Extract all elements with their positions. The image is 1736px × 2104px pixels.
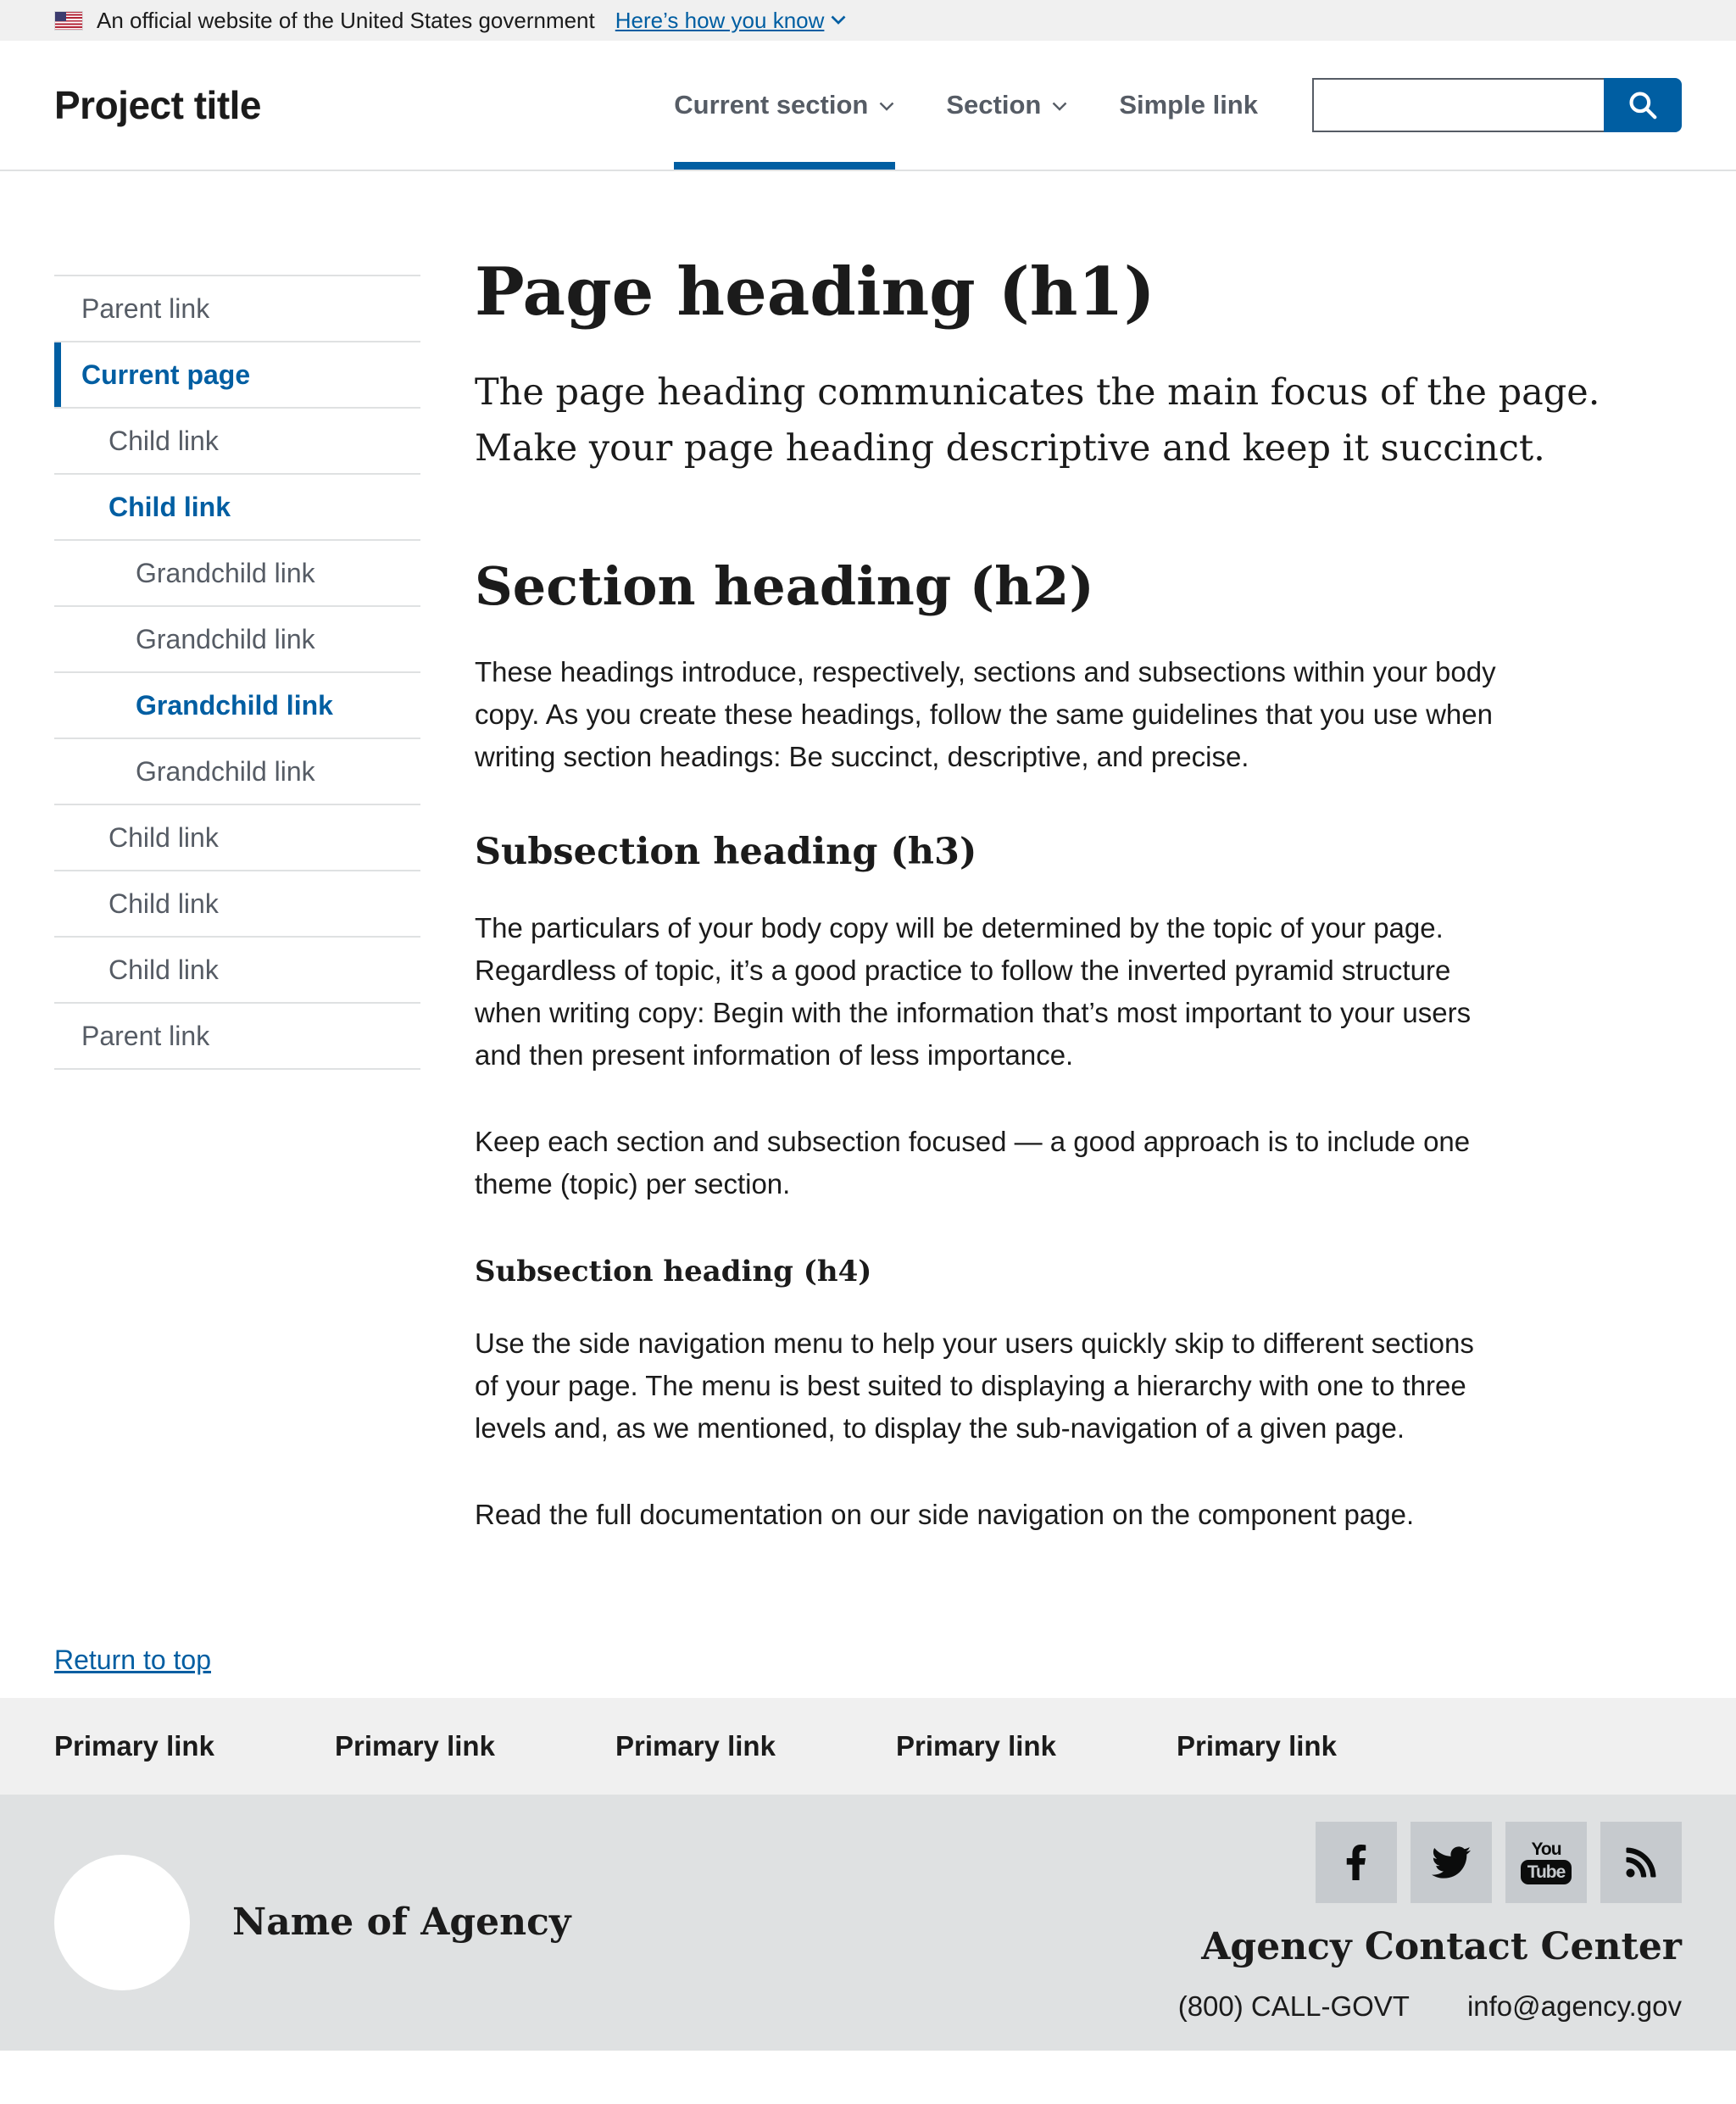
sidenav-link-child[interactable]: Child link <box>108 822 219 853</box>
sidenav-link-child[interactable]: Child link <box>108 955 219 985</box>
footer-primary-link[interactable]: Primary link <box>54 1729 214 1762</box>
agency-identity <box>54 1855 570 1990</box>
search-button[interactable] <box>1604 78 1682 132</box>
page-heading: Page heading (h1) <box>475 253 1155 331</box>
h3-paragraph-1: The particulars of your body copy will be determined by the topic of your page. Regardless of topic, it’s a good practice to follow the inverted pyramid structure when writing copy: Begin with the information that’s most important to your users and then present information of less importance. <box>475 911 1472 1071</box>
sidenav-item <box>54 475 420 541</box>
banner-how-you-know-link[interactable] <box>615 8 847 34</box>
footer-contact-block <box>1178 1822 1682 2023</box>
sidenav-link-current-page[interactable]: Current page <box>54 342 420 407</box>
sidenav-item <box>54 541 420 607</box>
nav-item-section[interactable] <box>946 41 1068 170</box>
contact-center-heading: Agency Contact Center <box>1201 1925 1682 1969</box>
footer-primary-link[interactable]: Primary link <box>1177 1729 1337 1762</box>
agency-name: Name of Agency <box>232 1901 571 1945</box>
rss-icon[interactable] <box>1600 1822 1682 1903</box>
sidenav-link-child[interactable]: Child link <box>108 426 219 456</box>
sidenav-item <box>54 673 420 739</box>
nav-item-label: Simple link <box>1119 90 1258 120</box>
nav-item-current-section[interactable] <box>674 41 895 170</box>
return-to-top-link[interactable]: Return to top <box>54 1644 211 1675</box>
sidenav-link-grandchild-active[interactable]: Grandchild link <box>136 690 333 721</box>
side-navigation <box>54 275 420 1070</box>
footer-primary-nav <box>0 1698 1736 1795</box>
site-header <box>0 41 1736 171</box>
sidenav-item <box>54 739 420 805</box>
sidenav-item <box>54 342 420 409</box>
contact-info <box>1178 1990 1682 2023</box>
h4-paragraph-1: Use the side navigation menu to help your users quickly skip to different sections of your page. The menu is best suited to displaying a hierarchy with one to three levels and, as we mentioned, to display the sub-navigation of a given page. <box>475 1327 1474 1444</box>
primary-nav <box>674 41 1258 170</box>
site-footer <box>0 1698 1736 2051</box>
subsection-heading-h3: Subsection heading (h3) <box>475 830 977 873</box>
subsection-heading-h4: Subsection heading (h4) <box>475 1254 872 1289</box>
sidenav-item <box>54 805 420 871</box>
sidenav-item <box>54 1004 420 1070</box>
gov-banner <box>0 0 1736 41</box>
sidenav-link-grandchild[interactable]: Grandchild link <box>136 756 315 787</box>
youtube-text-top: You <box>1531 1840 1561 1860</box>
social-links <box>1316 1822 1682 1903</box>
chevron-down-icon <box>1051 102 1068 112</box>
chevron-down-icon <box>831 15 846 25</box>
main-content <box>475 171 1682 1556</box>
youtube-text-box: Tube <box>1521 1860 1572 1884</box>
h2-paragraph: These headings introduce, respectively, sections and subsections within your body copy. As you create these headings, follow the same guidelines that you use when writing section headings: Be succinct, descriptive, and precise. <box>475 655 1496 772</box>
nav-item-simple-link[interactable] <box>1119 41 1258 170</box>
search-icon <box>1627 89 1659 121</box>
sidenav-link-grandchild[interactable]: Grandchild link <box>136 624 315 654</box>
footer-secondary-section <box>0 1795 1736 2051</box>
nav-item-label: Current section <box>674 90 869 120</box>
sidenav-link-child-active[interactable]: Child link <box>108 492 231 522</box>
intro-text: The page heading communicates the main focus of the page. Make your page heading descriptive and keep it succinct. <box>475 370 1600 470</box>
section-heading-h2: Section heading (h2) <box>475 554 1094 617</box>
sidenav-link-parent[interactable]: Parent link <box>81 1021 210 1051</box>
gov-banner-text: An official website of the United States government <box>97 7 595 33</box>
chevron-down-icon <box>878 102 895 112</box>
page-body <box>0 171 1736 1556</box>
contact-phone-link[interactable]: (800) CALL-GOVT <box>1177 1990 1410 2023</box>
footer-primary-link[interactable]: Primary link <box>335 1729 495 1762</box>
footer-primary-link[interactable]: Primary link <box>896 1729 1056 1762</box>
facebook-icon[interactable] <box>1316 1822 1397 1903</box>
sidenav-link-child[interactable]: Child link <box>108 888 219 919</box>
twitter-icon[interactable] <box>1410 1822 1492 1903</box>
h4-paragraph-2: Read the full documentation on our side navigation on the component page. <box>475 1498 1415 1530</box>
contact-email-link[interactable]: info@agency.gov <box>1466 1990 1682 2023</box>
search-input[interactable] <box>1312 78 1604 132</box>
search-form <box>1312 41 1682 170</box>
sidenav-item <box>54 409 420 475</box>
youtube-icon[interactable] <box>1505 1822 1587 1903</box>
us-flag-icon <box>54 11 83 31</box>
h3-paragraph-2: Keep each section and subsection focused — a good approach is to include one theme (topic) per section. <box>475 1125 1471 1200</box>
site-title: Project title <box>54 83 262 127</box>
header-right <box>674 41 1682 170</box>
sidenav-item <box>54 871 420 938</box>
sidenav-link-parent[interactable]: Parent link <box>81 293 210 324</box>
banner-link-label: Here’s how you know <box>615 7 825 33</box>
sidenav-link-grandchild[interactable]: Grandchild link <box>136 558 315 588</box>
sidenav-item <box>54 607 420 673</box>
sidenav-item <box>54 938 420 1004</box>
nav-item-label: Section <box>946 90 1042 120</box>
sidenav-item <box>54 276 420 342</box>
footer-primary-link[interactable]: Primary link <box>615 1729 776 1762</box>
agency-logo <box>54 1855 190 1990</box>
